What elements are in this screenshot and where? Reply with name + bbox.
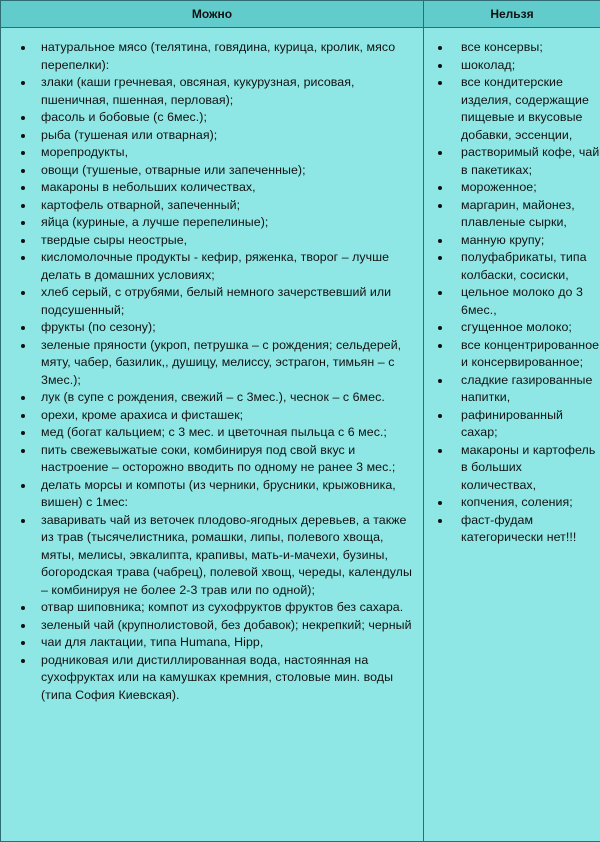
forbidden-item <box>424 319 600 337</box>
forbidden-item <box>424 337 600 372</box>
bullet-icon <box>21 186 25 190</box>
allowed-item <box>1 127 423 145</box>
forbidden-item <box>424 512 600 547</box>
forbidden-item-text: сладкие газированные напитки, <box>461 372 593 404</box>
bullet-icon <box>21 81 25 85</box>
allowed-item <box>1 477 423 512</box>
allowed-item-text: орехи, кроме арахиса и фисташек; <box>41 407 244 422</box>
forbidden-item <box>424 144 600 179</box>
bullet-icon <box>21 204 25 208</box>
forbidden-item <box>424 39 600 57</box>
allowed-item <box>1 74 423 109</box>
allowed-item <box>1 442 423 477</box>
allowed-item <box>1 109 423 127</box>
allowed-item-text: натуральное мясо (телятина, говядина, курица, кролик, мясо перепелки): <box>41 40 396 72</box>
bullet-icon <box>21 116 25 120</box>
bullet-icon <box>21 606 25 610</box>
bullet-icon <box>21 431 25 435</box>
forbidden-item-text: фаст-фудам категорически нет!!! <box>461 512 577 544</box>
allowed-item-text: макароны в небольших количествах, <box>41 180 256 194</box>
forbidden-item-text: макароны и картофель в больших количествах, <box>461 442 596 492</box>
allowed-item <box>1 424 423 442</box>
bullet-icon <box>438 291 442 295</box>
forbidden-item <box>424 284 600 319</box>
allowed-item <box>1 39 423 74</box>
allowed-item-text: пить свежевыжатые соки, комбинируя под свой вкус и настроение – осторожно вводить по одному не ранее 3 мес.; <box>41 442 396 474</box>
header-row <box>1 1 600 28</box>
allowed-item-text: чаи для лактации, типа Humana, Hipp, <box>41 635 264 649</box>
allowed-item <box>1 407 423 425</box>
bullet-icon <box>438 449 442 453</box>
allowed-item <box>1 389 423 407</box>
allowed-item-text: яйца (куриные, а лучше перепелиные); <box>41 215 269 229</box>
forbidden-item-text: манную крупу; <box>461 232 545 247</box>
allowed-item-text: хлеб серый, с отрубями, белый немного зачерствевший или подсушенный; <box>41 285 392 317</box>
forbidden-item-text: цельное молоко до 3 6мес., <box>461 285 583 317</box>
bullet-icon <box>21 344 25 348</box>
bullet-icon <box>21 659 25 663</box>
bullet-icon <box>438 239 442 243</box>
bullet-icon <box>438 501 442 505</box>
forbidden-item <box>424 372 600 407</box>
bullet-icon <box>438 519 442 523</box>
allowed-item <box>1 634 423 652</box>
forbidden-item <box>424 74 600 144</box>
allowed-item-text: морепродукты, <box>41 145 129 159</box>
allowed-item-text: картофель отварной, запеченный; <box>41 197 241 212</box>
allowed-item-text: заваривать чай из веточек плодово-ягодных деревьев, а также из трав (тысячелистника, ромашки, липы, полевого хвоща, мяты, мелисы, эвкалипта, крапивы, мать-и-мачехи, бузины, богородская трава (чабрец), полевой хвощ, череды, календулы – комбинируя не более 2-3 трав или по одной); <box>41 512 412 597</box>
allowed-item-text: родниковая или дистиллированная вода, настоянная на сухофруктах или на камушках кремния, столовые мин. воды (типа София Киевская). <box>41 652 394 702</box>
bullet-icon <box>21 256 25 260</box>
allowed-item-text: овощи (тушеные, отварные или запеченные); <box>41 162 306 177</box>
allowed-item <box>1 512 423 600</box>
bullet-icon <box>21 449 25 453</box>
allowed-header: Можно <box>1 1 424 28</box>
forbidden-item-text: рафинированный сахар; <box>461 407 563 439</box>
forbidden-cell <box>424 28 600 842</box>
allowed-item-text: мед (богат кальцием; с 3 мес. и цветочная пыльца с 6 мес.; <box>41 425 387 439</box>
allowed-item-text: отвар шиповника; компот из сухофруктов фруктов без сахара. <box>41 600 404 614</box>
bullet-icon <box>438 46 442 50</box>
allowed-item <box>1 179 423 197</box>
bullet-icon <box>438 414 442 418</box>
allowed-item <box>1 249 423 284</box>
bullet-icon <box>21 239 25 243</box>
forbidden-item-text: все консервы; <box>461 40 543 54</box>
forbidden-item <box>424 407 600 442</box>
allowed-item <box>1 162 423 180</box>
allowed-list <box>1 28 423 704</box>
allowed-item <box>1 197 423 215</box>
bullet-icon <box>21 46 25 50</box>
bullet-icon <box>438 81 442 85</box>
forbidden-item <box>424 232 600 250</box>
bullet-icon <box>21 414 25 418</box>
forbidden-item <box>424 197 600 232</box>
bullet-icon <box>438 64 442 68</box>
allowed-item-text: зеленый чай (крупнолистовой, без добавок); некрепкий; черный <box>41 617 412 632</box>
forbidden-item-text: все концентрированное и консервированное; <box>461 337 600 369</box>
bullet-icon <box>438 326 442 330</box>
allowed-item <box>1 337 423 390</box>
bullet-icon <box>21 519 25 523</box>
allowed-item <box>1 617 423 635</box>
bullet-icon <box>21 291 25 295</box>
allowed-item-text: кисломолочные продукты - кефир, ряженка, творог – лучше делать в домашних условиях; <box>41 250 390 282</box>
forbidden-item <box>424 57 600 75</box>
bullet-icon <box>21 134 25 138</box>
allowed-item-text: злаки (каши гречневая, овсяная, кукурузная, рисовая, пшеничная, пшенная, перловая); <box>41 75 355 107</box>
bullet-icon <box>21 169 25 173</box>
bullet-icon <box>21 326 25 330</box>
forbidden-item-text: растворимый кофе, чай в пакетиках; <box>461 145 600 177</box>
allowed-item-text: зеленые пряности (укроп, петрушка – с рождения; сельдерей, мяту, чабер, базилик,, душицу, мелиссу, эстрагон, тимьян – с 3мес.); <box>41 337 402 387</box>
bullet-icon <box>21 484 25 488</box>
allowed-item <box>1 214 423 232</box>
forbidden-item-text: копчения, соления; <box>461 495 573 509</box>
bullet-icon <box>438 344 442 348</box>
bullet-icon <box>21 396 25 400</box>
allowed-item <box>1 144 423 162</box>
bullet-icon <box>21 151 25 155</box>
forbidden-item <box>424 249 600 284</box>
allowed-item-text: рыба (тушеная или отварная); <box>41 127 218 142</box>
allowed-cell <box>1 28 424 842</box>
allowed-item <box>1 652 423 705</box>
allowed-item-text: делать морсы и компоты (из черники, брусники, крыжовника, вишен) с 1мес: <box>41 477 396 509</box>
allowed-item-text: фрукты (по сезону); <box>41 320 156 334</box>
forbidden-item <box>424 494 600 512</box>
body-row <box>1 28 600 842</box>
allowed-item <box>1 599 423 617</box>
allowed-item <box>1 319 423 337</box>
bullet-icon <box>438 379 442 383</box>
forbidden-item <box>424 442 600 495</box>
allowed-item-text: фасоль и бобовые (с 6мес.); <box>41 110 207 124</box>
forbidden-item <box>424 179 600 197</box>
bullet-icon <box>438 186 442 190</box>
bullet-icon <box>438 204 442 208</box>
forbidden-item-text: полуфабрикаты, типа колбаски, сосиски, <box>461 250 587 282</box>
forbidden-item-text: все кондитерские изделия, содержащие пищевые и вкусовые добавки, эссенции, <box>461 75 589 142</box>
allowed-item <box>1 284 423 319</box>
forbidden-item-text: маргарин, майонез, плавленые сырки, <box>461 197 575 229</box>
bullet-icon <box>21 641 25 645</box>
bullet-icon <box>438 151 442 155</box>
allowed-item-text: твердые сыры неострые, <box>41 232 188 247</box>
forbidden-item-text: сгущенное молоко; <box>461 320 572 334</box>
bullet-icon <box>438 256 442 260</box>
forbidden-item-text: шоколад; <box>461 57 516 72</box>
forbidden-list <box>424 28 600 547</box>
allowed-item <box>1 232 423 250</box>
allowed-item-text: лук (в супе с рождения, свежий – с 3мес.), чеснок – с 6мес. <box>41 390 385 404</box>
bullet-icon <box>21 221 25 225</box>
bullet-icon <box>21 624 25 628</box>
forbidden-header: Нельзя <box>424 1 600 28</box>
forbidden-item-text: мороженное; <box>461 180 537 194</box>
